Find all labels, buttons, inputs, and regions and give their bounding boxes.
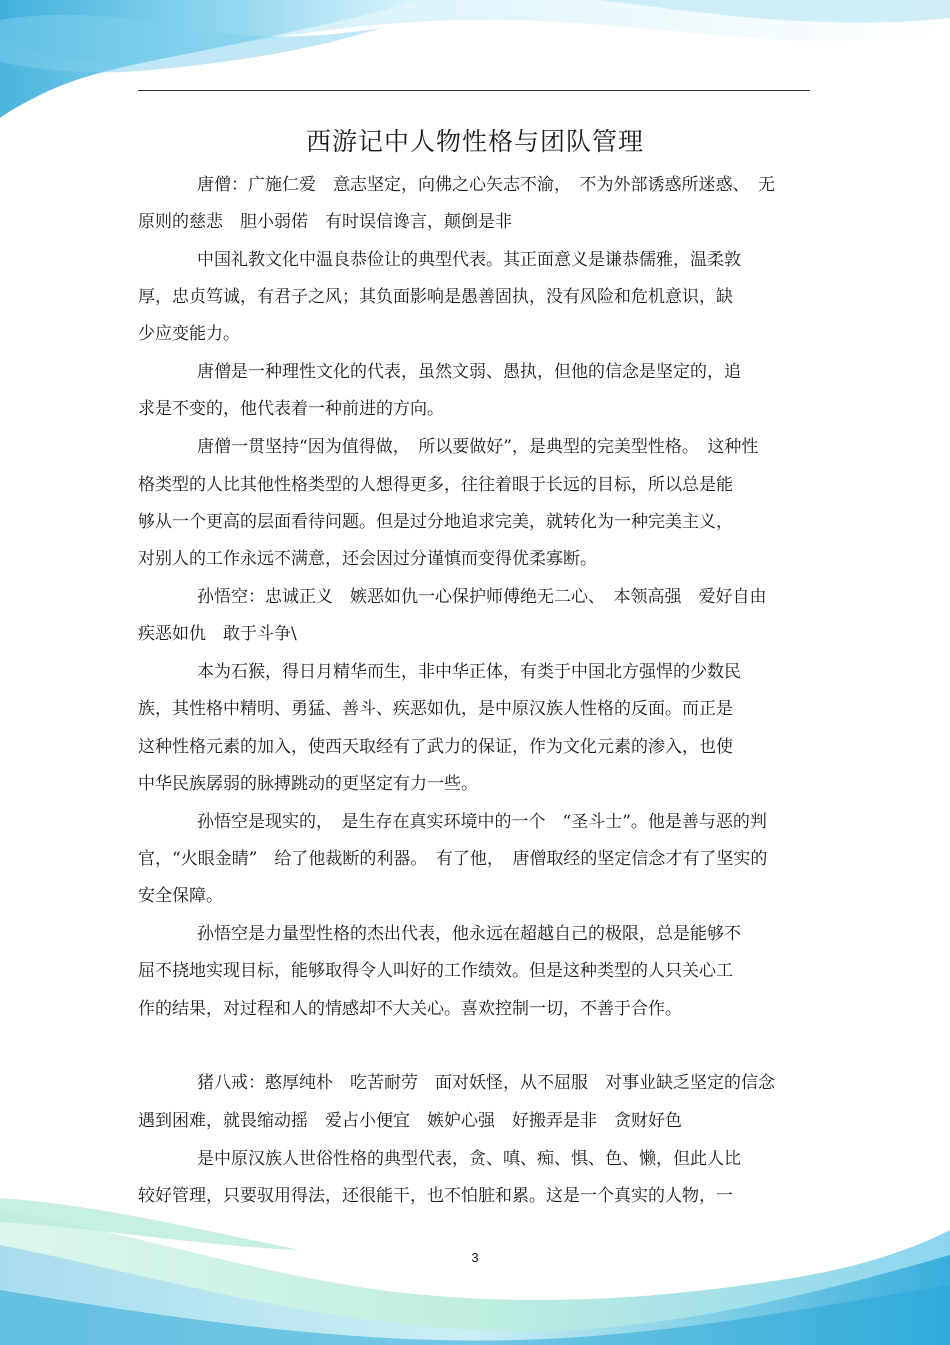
text-line: 孙悟空是力量型性格的杰出代表，他永远在超越自己的极限，总是能够不 <box>197 924 741 944</box>
text-line: 本为石猴，得日月精华而生，非中华正体，有类于中国北方强悍的少数民 <box>197 662 741 682</box>
text-line: 作的结果，对过程和人的情感却不大关心。喜欢控制一切，不善于合作。 <box>138 999 682 1019</box>
text-line: 官，“火眼金睛” 给了他裁断的利器。 有了他， 唐僧取经的坚定信念才有了坚实的 <box>138 849 768 869</box>
text-line: 格类型的人比其他性格类型的人想得更多，往往着眼于长远的目标，所以总是能 <box>138 475 733 495</box>
text-line: 原则的慈悲 胆小弱偌 有时误信谗言，颠倒是非 <box>138 212 512 232</box>
text-line: 猪八戒：憨厚纯朴 吃苦耐劳 面对妖怪，从不屈服 对事业缺乏坚定的信念 <box>197 1073 775 1093</box>
text-line: 中国礼教文化中温良恭俭让的典型代表。其正面意义是谦恭儒雅，温柔敦 <box>197 250 741 270</box>
text-line: 求是不变的，他代表着一种前进的方向。 <box>138 399 444 419</box>
text-line: 疾恶如仇 敢于斗争\ <box>138 624 297 644</box>
header-rule <box>138 90 810 91</box>
text-line: 够从一个更高的层面看待问题。但是过分地追求完美，就转化为一种完美主义， <box>138 512 733 532</box>
text-line: 这种性格元素的加入，使西天取经有了武力的保证，作为文化元素的渗入，也使 <box>138 737 733 757</box>
text-line: 族，其性格中精明、勇猛、善斗、疾恶如仇，是中原汉族人性格的反面。而正是 <box>138 699 733 719</box>
text-line: 厚，忠贞笃诚，有君子之风；其负面影响是愚善固执，没有风险和危机意识，缺 <box>138 287 733 307</box>
page-number: 3 <box>471 1250 479 1265</box>
text-line: 少应变能力。 <box>138 324 240 344</box>
text-line: 唐僧是一种理性文化的代表，虽然文弱、愚执，但他的信念是坚定的，追 <box>197 362 741 382</box>
text-line: 唐僧一贯坚持“因为值得做， 所以要做好”，是典型的完美型性格。 这种性 <box>197 437 759 457</box>
text-line: 唐僧：广施仁爱 意志坚定，向佛之心矢志不渝， 不为外部诱惑所迷惑、 无 <box>197 175 775 195</box>
text-line: 遇到困难，就畏缩动摇 爱占小便宜 嫉妒心强 好搬弄是非 贪财好色 <box>138 1111 682 1131</box>
document-title: 西游记中人物性格与团队管理 <box>305 127 644 156</box>
text-line: 是中原汉族人世俗性格的典型代表，贪、嗔、痴、惧、色、懒，但此人比 <box>197 1149 741 1169</box>
text-line: 对别人的工作永远不满意，还会因过分谨慎而变得优柔寡断。 <box>138 549 597 569</box>
text-line: 孙悟空是现实的， 是生存在真实环境中的一个 “圣斗士”。他是善与恶的判 <box>197 812 767 832</box>
text-line: 较好管理，只要驭用得法，还很能干，也不怕脏和累。这是一个真实的人物，一 <box>138 1186 733 1206</box>
text-line: 中华民族孱弱的脉搏跳动的更坚定有力一些。 <box>138 774 478 794</box>
text-line: 安全保障。 <box>138 886 223 906</box>
text-line: 孙悟空：忠诚正义 嫉恶如仇一心保护师傅绝无二心、 本领高强 爱好自由 <box>197 587 767 607</box>
text-line: 屈不挠地实现目标，能够取得令人叫好的工作绩效。但是这种类型的人只关心工 <box>138 961 733 981</box>
